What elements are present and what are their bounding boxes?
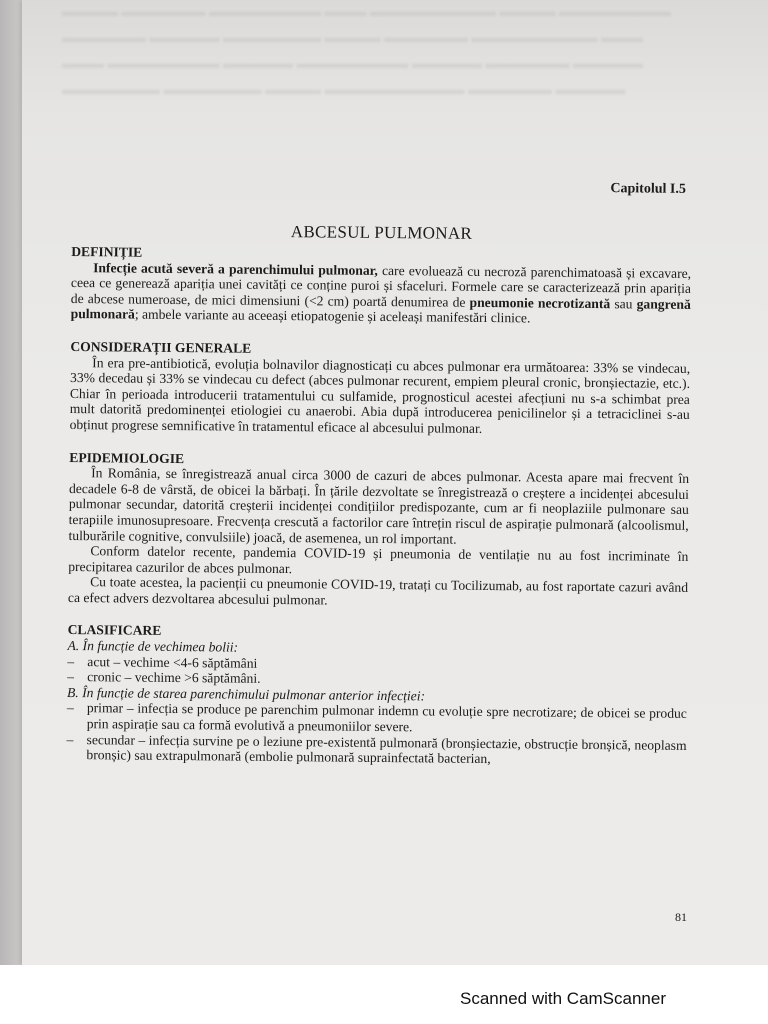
subheading-a: A. În funcție de vechimea bolii: xyxy=(67,638,239,655)
definition-paragraph xyxy=(71,260,692,328)
subheading-b: B. În funcție de starea parenchimului pulmonar anterior infecției: xyxy=(66,684,426,704)
dash: – xyxy=(67,669,75,685)
paragraph: Conform datelor recente, pandemia COVID-19 și pneumonia de ventilație nu au fost incriminate în precipitarea cazurilor de abces pulmonar. xyxy=(68,543,689,576)
chapter-label: Capitolul I.5 xyxy=(610,181,686,197)
definition-text: care evoluează cu necroză parenchimatoasă și excavare, ceea ce generează apariția unei cavități ce conține puroi și sfaceluri. Formele care se caracterizează prin apariția de abcese numeroase, de mici dimensiuni (<2 cm) poartă denumirea de xyxy=(70,262,692,310)
section-definitie xyxy=(71,244,692,328)
dash: – xyxy=(66,700,74,716)
list-item xyxy=(66,732,686,769)
list-item-text: secundar – infecția survine pe o leziune pre-existentă pulmonară (bronșiectazie, obstrucție bronșică, neoplasm bronșic) sau extrapulmonară (embolie pulmonară suprainfectată bacterian, xyxy=(86,731,687,767)
definition-text: sau xyxy=(610,295,637,312)
list-item-text: primar – infecția se produce pe parenchim pulmonar indemn cu evoluție spre necrotizare; de obicei se produc prin aspirație sau ca formă evolutivă a pneumoniilor severe. xyxy=(86,700,687,735)
section-heading: DEFINIȚIE xyxy=(71,243,143,260)
section-clasificare xyxy=(66,622,687,768)
paragraph: În era pre-antibiotică, evoluția bolnavilor diagnosticați cu abces pulmonar era următoarea: 33% se vindecau, 33% decedau și 33% se vindecau cu defect (abces pulmonar recurent, empiem pleural cronic, bronșiectazie, etc.). Chiar în perioada introducerii tratamentului cu sulfamide, prognosticul acestei afecțiuni nu s-a schimbat prea mult datorită predominenței etiologiei cu anaerobi. Abia după introducerea penicilinelor și a tetraciclinei s-au obținut progrese semnificative în tratamentul eficace al abcesului pulmonar. xyxy=(69,354,691,436)
show-through-text: ▬▬▬▬ ▬▬▬▬▬▬ ▬▬▬▬▬▬▬▬ ▬▬▬ ▬▬▬▬▬▬▬▬▬ ▬▬▬▬ ▬▬▬▬▬▬▬▬ ▬▬▬▬▬▬ ▬▬▬▬▬ ▬▬▬▬▬▬▬ ▬▬▬▬ ▬▬▬▬▬▬ ▬▬▬▬▬▬▬▬▬ ▬▬▬ ▬▬▬ ▬▬▬▬▬▬▬▬ ▬▬▬▬▬ ▬▬▬▬▬▬▬▬ ▬▬▬▬▬ ▬▬▬▬▬▬ ▬▬▬▬▬ ▬▬▬▬▬▬▬ ▬▬▬▬▬▬▬ ▬▬▬▬ ▬▬▬▬▬▬▬▬▬▬ ▬▬▬▬▬▬ ▬▬▬▬▬ xyxy=(62,5,671,98)
paragraph: În România, se înregistrează anual circa 3000 de cazuri de abces pulmonar. Acesta apare mai frecvent în decadele 6-8 de vârstă, de obicei la bărbați. În țările dezvoltate se înregistrează o creștere a incidenței abcesului pulmonar secundar, datorită creșterii incidenței condițiilor predispozante, cum ar fi neoplaziile pulmonare sau terapiile imunosupresoare. Frecvența crescută a factorilor care întrețin riscul de aspirație pulmonară (alcoolismul, tulburările cognitive, convulsiile) joacă, de asemenea, un rol important. xyxy=(68,465,690,547)
paragraph: Cu toate acestea, la pacienții cu pneumonie COVID-19, tratați cu Tocilizumab, au fost raportate cazuri având ca efect advers dezvoltarea abcesului pulmonar. xyxy=(67,574,689,608)
page-content xyxy=(65,176,692,942)
list-item-text: acut – vechime <4-6 săptămâni xyxy=(87,653,258,671)
definition-text: ; ambele variante au aceeași etiopatogenie și aceleași manifestări clinice. xyxy=(134,306,531,326)
term-pulmonary-gangrene: gangrenă pulmonară xyxy=(70,296,691,322)
page-number: 81 xyxy=(675,910,687,924)
camscanner-watermark: Scanned with CamScanner xyxy=(460,989,667,1008)
list-item-text: cronic – vechime >6 săptămâni. xyxy=(87,669,261,687)
dash: – xyxy=(67,653,75,669)
page-title: ABCESUL PULMONAR xyxy=(290,222,473,243)
body-text xyxy=(66,244,691,769)
definition-lead: Infecție acută severă a parenchimului pulmonar, xyxy=(93,259,378,278)
dash: – xyxy=(66,731,74,747)
term-necrotizing-pneumonia: pneumonie necrotizantă xyxy=(469,294,611,311)
section-heading: CONSIDERAȚII GENERALE xyxy=(70,338,252,356)
section-epidemiologie xyxy=(68,450,689,612)
section-heading: EPIDEMIOLOGIE xyxy=(69,449,185,466)
section-heading: CLASIFICARE xyxy=(67,622,162,639)
section-consideratii xyxy=(70,339,691,439)
